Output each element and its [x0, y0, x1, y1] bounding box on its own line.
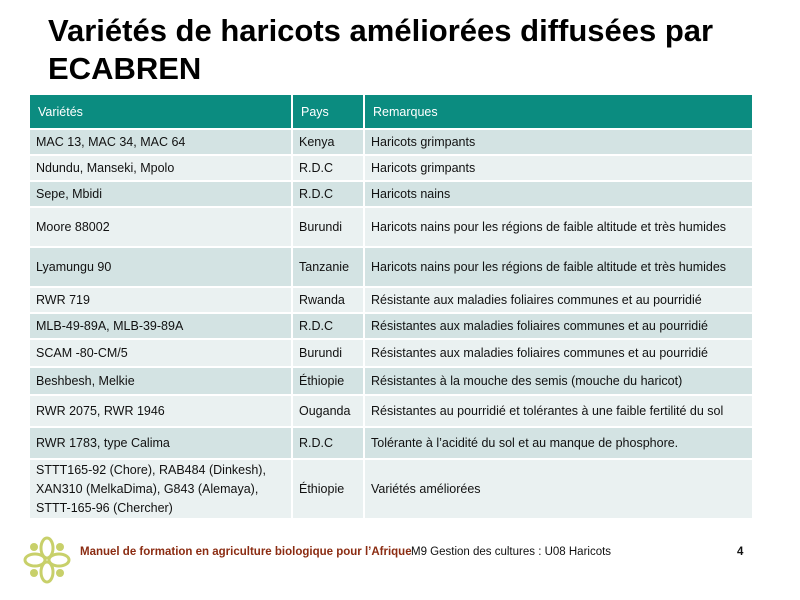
table-row: [30, 367, 752, 395]
cell-remarque: Haricots grimpants: [364, 155, 752, 181]
cell-remarque: Variétés améliorées: [364, 459, 752, 519]
leaf-flower-icon: [22, 535, 72, 585]
cell-variete: Moore 88002: [30, 207, 292, 247]
cell-pays: R.D.C: [292, 313, 364, 339]
cell-pays: Burundi: [292, 339, 364, 367]
page-number: 4: [737, 546, 744, 558]
module-label: M9 Gestion des cultures : U08 Haricots: [411, 546, 612, 558]
table-row: [30, 339, 752, 367]
table-row: [30, 287, 752, 313]
header-pays: Pays: [292, 95, 364, 129]
table-row: [30, 181, 752, 207]
cell-variete: RWR 1783, type Calima: [30, 427, 292, 459]
cell-remarque: Résistantes à la mouche des semis (mouche du haricot): [364, 367, 752, 395]
cell-variete: RWR 2075, RWR 1946: [30, 395, 292, 427]
cell-variete: STTT165-92 (Chore), RAB484 (Dinkesh), XAN310 (MelkaDima), G843 (Alemaya), STTT-165-96 (Chercher): [30, 459, 292, 519]
header-varietes: Variétés: [30, 95, 292, 129]
cell-variete: SCAM -80-CM/5: [30, 339, 292, 367]
table-row: [30, 395, 752, 427]
table-row: [30, 247, 752, 287]
header-remarques: Remarques: [364, 95, 752, 129]
table-row: [30, 459, 752, 519]
cell-remarque: Haricots nains: [364, 181, 752, 207]
cell-variete: MAC 13, MAC 34, MAC 64: [30, 129, 292, 155]
cell-remarque: Haricots nains pour les régions de faible altitude et très humides: [364, 207, 752, 247]
cell-variete: Sepe, Mbidi: [30, 181, 292, 207]
cell-pays: Tanzanie: [292, 247, 364, 287]
cell-remarque: Haricots nains pour les régions de faible altitude et très humides: [364, 247, 752, 287]
varieties-table: [30, 95, 752, 520]
table-header-row: [30, 95, 752, 129]
cell-remarque: Résistante aux maladies foliaires communes et au pourridié: [364, 287, 752, 313]
cell-pays: R.D.C: [292, 155, 364, 181]
cell-remarque: Résistantes aux maladies foliaires communes et au pourridié: [364, 313, 752, 339]
cell-variete: RWR 719: [30, 287, 292, 313]
cell-pays: Burundi: [292, 207, 364, 247]
manual-title: Manuel de formation en agriculture biologique pour l’Afrique: [80, 546, 412, 558]
cell-pays: Éthiopie: [292, 367, 364, 395]
page-title: Variétés de haricots améliorées diffusées par ECABREN: [48, 13, 714, 86]
cell-remarque: Résistantes au pourridié et tolérantes à une faible fertilité du sol: [364, 395, 752, 427]
cell-variete: MLB-49-89A, MLB-39-89A: [30, 313, 292, 339]
cell-variete: Ndundu, Manseki, Mpolo: [30, 155, 292, 181]
cell-remarque: Tolérante à l’acidité du sol et au manque de phosphore.: [364, 427, 752, 459]
cell-pays: Éthiopie: [292, 459, 364, 519]
table-row: [30, 313, 752, 339]
cell-variete: Lyamungu 90: [30, 247, 292, 287]
cell-remarque: Résistantes aux maladies foliaires communes et au pourridié: [364, 339, 752, 367]
cell-pays: R.D.C: [292, 181, 364, 207]
cell-variete: Beshbesh, Melkie: [30, 367, 292, 395]
table-row: [30, 129, 752, 155]
cell-pays: R.D.C: [292, 427, 364, 459]
cell-remarque: Haricots grimpants: [364, 129, 752, 155]
footer: [0, 535, 800, 595]
cell-pays: Rwanda: [292, 287, 364, 313]
table-row: [30, 207, 752, 247]
table-row: [30, 427, 752, 459]
table-row: [30, 155, 752, 181]
cell-pays: Kenya: [292, 129, 364, 155]
cell-pays: Ouganda: [292, 395, 364, 427]
